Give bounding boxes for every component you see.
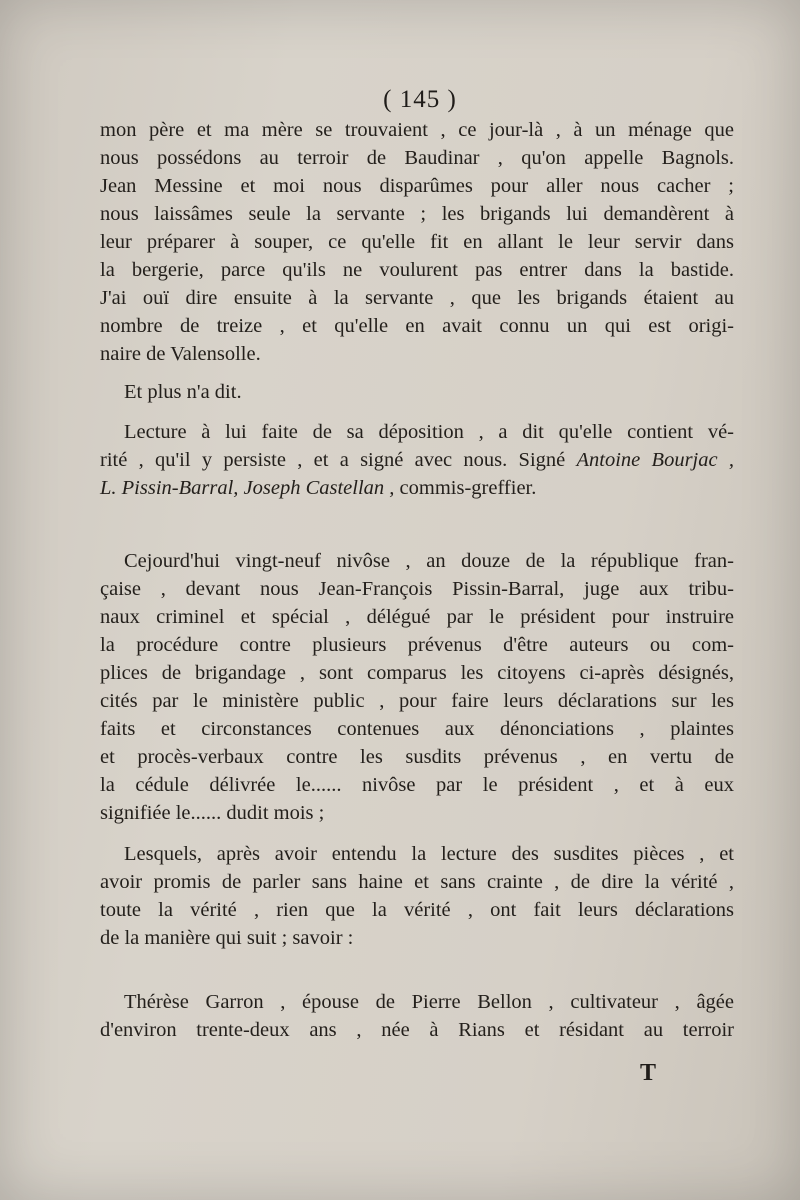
text-line: leur préparer à souper, ce qu'elle fit en allant le leur servir dans [100,231,734,253]
text-line: la bergerie, parce qu'ils ne voulurent pas entrer dans la bastide. [100,259,734,281]
signatory-name: Antoine Bourjac , [576,449,734,471]
text-line: la procédure contre plusieurs prévenus d'être auteurs ou com- [100,634,734,656]
text-line: Cejourd'hui vingt-neuf nivôse , an douze de la république fran- [124,550,734,572]
paragraph-witness [100,988,734,1044]
paragraph-signature [100,418,734,502]
text-line: avoir promis de parler sans haine et sans crainte , de dire la vérité , [100,871,734,893]
text-line: d'environ trente-deux ans , née à Rians et résidant au terroir [100,1019,734,1041]
text-segment: rité , qu'il y persiste , et a signé avec nous. Signé [100,449,577,471]
text-line: signifiée le...... dudit mois ; [100,802,325,824]
text-line: la cédule délivrée le...... nivôse par le président , et à eux [100,774,734,796]
text-line: Lesquels, après avoir entendu la lecture des susdites pièces , et [124,843,734,865]
paragraph-oath [100,840,734,952]
text-line: J'ai ouï dire ensuite à la servante , que les brigands étaient au [100,287,734,309]
text-line: mon père et ma mère se trouvaient , ce jour-là , à un ménage que [100,119,734,141]
text-line: de la manière qui suit ; savoir : [100,927,354,949]
text-line: naux criminel et spécial , délégué par le président pour instruire [100,606,734,628]
text-line: plices de brigandage , sont comparus les citoyens ci-après désignés, [100,662,734,684]
text-line: et procès-verbaux contre les susdits prévenus , en vertu de [100,746,734,768]
text-line: naire de Valensolle. [100,343,261,365]
text-line: faits et circonstances contenues aux dénonciations , plaintes [100,718,734,740]
text-line: cités par le ministère public , pour faire leurs déclarations sur les [100,690,734,712]
signatory-names: L. Pissin-Barral, Joseph Castellan , [100,477,395,499]
text-line: çaise , devant nous Jean-François Pissin-Barral, juge aux tribu- [100,578,734,600]
paragraph-proceedings [100,547,734,827]
text-line: nous possédons au terroir de Baudinar , qu'on appelle Bagnols. [100,147,734,169]
text-line: toute la vérité , rien que la vérité , ont fait leurs déclarations [100,899,734,921]
text-line: Jean Messine et moi nous disparûmes pour aller nous cacher ; [100,175,734,197]
paragraph-testimony [100,116,734,368]
text-line: nombre de treize , et qu'elle en avait connu un qui est origi- [100,315,734,337]
text-line: nous laissâmes seule la servante ; les brigands lui demandèrent à [100,203,734,225]
paragraph-closing [100,378,734,406]
text-line: Thérèse Garron , épouse de Pierre Bellon , cultivateur , âgée [124,991,734,1013]
text-line: Lecture à lui faite de sa déposition , a dit qu'elle contient vé- [124,421,734,443]
text-line: Et plus n'a dit. [124,381,242,403]
text-segment: commis-greffier. [394,477,537,499]
page-number: ( 145 ) [383,86,457,113]
text-line [100,474,734,502]
text-line [100,446,734,474]
signature-mark: T [640,1060,657,1086]
